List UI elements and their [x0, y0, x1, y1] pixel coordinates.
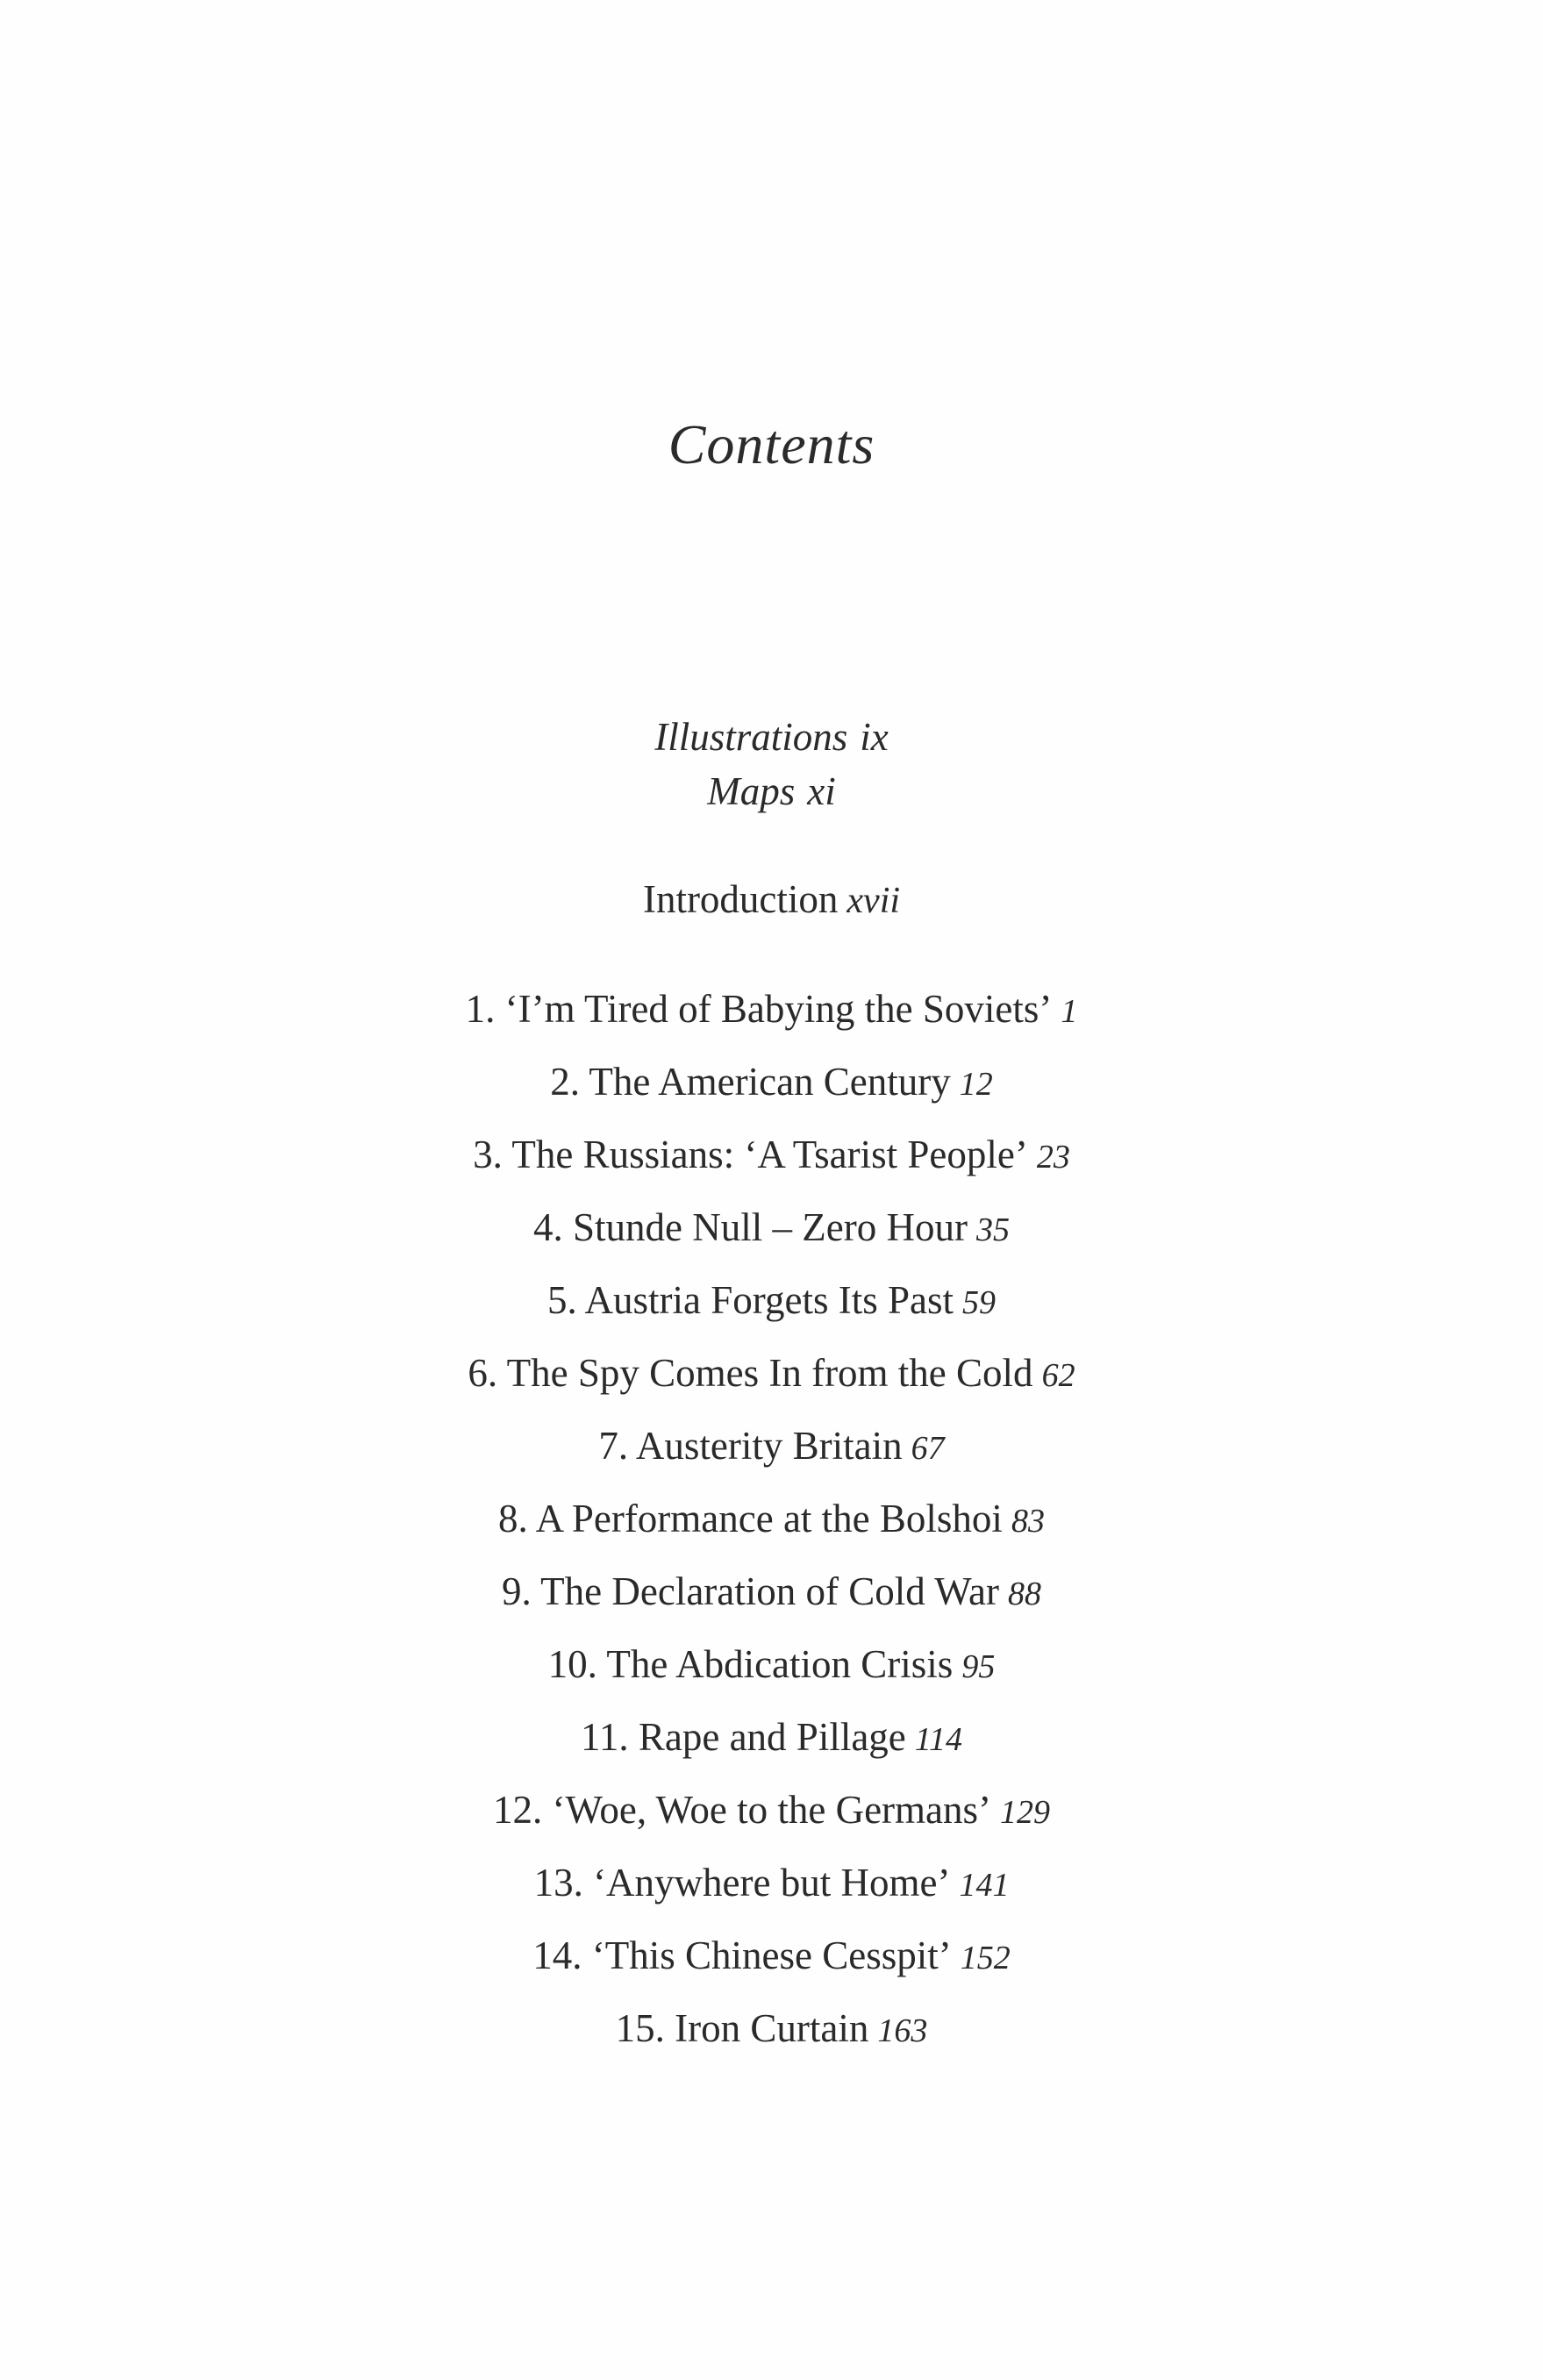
- chapter-title: ‘Anywhere but Home’: [593, 1861, 951, 1905]
- toc-entry-page: ix: [860, 715, 889, 759]
- chapter-title: A Performance at the Bolshoi: [535, 1497, 1003, 1540]
- chapter-title: The Spy Comes In from the Cold: [506, 1351, 1033, 1395]
- chapter-title: ‘I’m Tired of Babying the Soviets’: [504, 987, 1053, 1031]
- chapter-number: 13.: [533, 1861, 583, 1905]
- chapter-title: Iron Curtain: [675, 2006, 869, 2050]
- chapter-title: ‘Woe, Woe to the Germans’: [552, 1788, 991, 1832]
- chapter-number: 11.: [581, 1715, 629, 1759]
- chapter-number: 3.: [473, 1133, 503, 1176]
- toc-entry-label: Introduction: [642, 877, 839, 921]
- chapter-title: Rape and Pillage: [638, 1715, 906, 1759]
- page-title: Contents: [668, 413, 875, 475]
- chapter-number: 7.: [598, 1424, 629, 1468]
- chapter-number: 10.: [547, 1642, 597, 1686]
- chapter-page: 163: [877, 2012, 928, 2049]
- chapter-page: 59: [961, 1284, 996, 1321]
- chapter-number: 2.: [550, 1060, 580, 1104]
- toc-entry-page: xi: [807, 769, 836, 813]
- chapter-page: 129: [1000, 1794, 1050, 1831]
- chapter-number: 1.: [465, 987, 496, 1031]
- toc-entry-chapter-6[interactable]: [0, 1351, 1543, 1395]
- toc-entry-chapter-3[interactable]: [0, 1135, 1543, 1175]
- toc-entry-chapter-7[interactable]: [0, 1426, 1543, 1466]
- chapter-number: 8.: [498, 1497, 528, 1540]
- toc-entry-chapter-12[interactable]: [0, 1790, 1543, 1830]
- toc-entry-chapter-8[interactable]: [0, 1499, 1543, 1539]
- chapter-number: 5.: [547, 1278, 577, 1322]
- toc-entry-page: xvii: [847, 881, 901, 921]
- chapter-title: Austerity Britain: [635, 1424, 903, 1468]
- toc-entry-label: Illustrations: [654, 715, 848, 759]
- chapter-number: 15.: [615, 2006, 665, 2050]
- toc-entry-label: Maps: [707, 769, 796, 813]
- chapter-number: 9.: [501, 1569, 532, 1613]
- chapter-number: 4.: [533, 1205, 563, 1249]
- chapter-number: 14.: [532, 1933, 582, 1977]
- chapter-page: 62: [1041, 1357, 1075, 1394]
- toc-entry-chapter-4[interactable]: [0, 1205, 1543, 1249]
- chapter-page: 12: [959, 1066, 993, 1103]
- toc-entry-chapter-5[interactable]: [0, 1278, 1543, 1322]
- chapter-title: ‘This Chinese Cesspit’: [591, 1933, 952, 1977]
- toc-entry-chapter-2[interactable]: [0, 1062, 1543, 1102]
- chapter-title: Austria Forgets Its Past: [584, 1278, 954, 1322]
- chapter-title: The Abdication Crisis: [606, 1642, 954, 1686]
- toc-entry-chapter-14[interactable]: [0, 1933, 1543, 1977]
- chapter-page: 114: [914, 1721, 962, 1758]
- toc-entry-introduction[interactable]: [0, 877, 1543, 921]
- chapter-page: 67: [911, 1430, 945, 1467]
- chapter-page: 152: [960, 1940, 1011, 1976]
- chapter-page: 23: [1036, 1139, 1070, 1176]
- toc-entry-illustrations[interactable]: [0, 715, 1543, 759]
- toc-entry-chapter-11[interactable]: [0, 1715, 1543, 1759]
- toc-entry-chapter-13[interactable]: [0, 1863, 1543, 1903]
- toc-entry-chapter-9[interactable]: [0, 1569, 1543, 1613]
- chapter-page: 1: [1061, 993, 1078, 1030]
- chapter-title: Stunde Null – Zero Hour: [573, 1205, 968, 1249]
- chapter-title: The Declaration of Cold War: [540, 1569, 1000, 1613]
- chapter-title: The American Century: [589, 1060, 951, 1104]
- toc-entry-chapter-10[interactable]: [0, 1642, 1543, 1686]
- chapter-number: 12.: [492, 1788, 543, 1832]
- chapter-title: The Russians: ‘A Tsarist People’: [511, 1133, 1028, 1176]
- chapter-page: 35: [975, 1211, 1010, 1248]
- toc-entry-chapter-15[interactable]: [0, 2006, 1543, 2050]
- chapter-page: 88: [1008, 1576, 1042, 1612]
- toc-entry-chapter-1[interactable]: [0, 987, 1543, 1031]
- chapter-page: 83: [1011, 1503, 1045, 1540]
- chapter-page: 141: [959, 1867, 1010, 1904]
- chapter-page: 95: [961, 1648, 996, 1685]
- toc-entry-maps[interactable]: [0, 769, 1543, 813]
- chapter-number: 6.: [468, 1351, 498, 1395]
